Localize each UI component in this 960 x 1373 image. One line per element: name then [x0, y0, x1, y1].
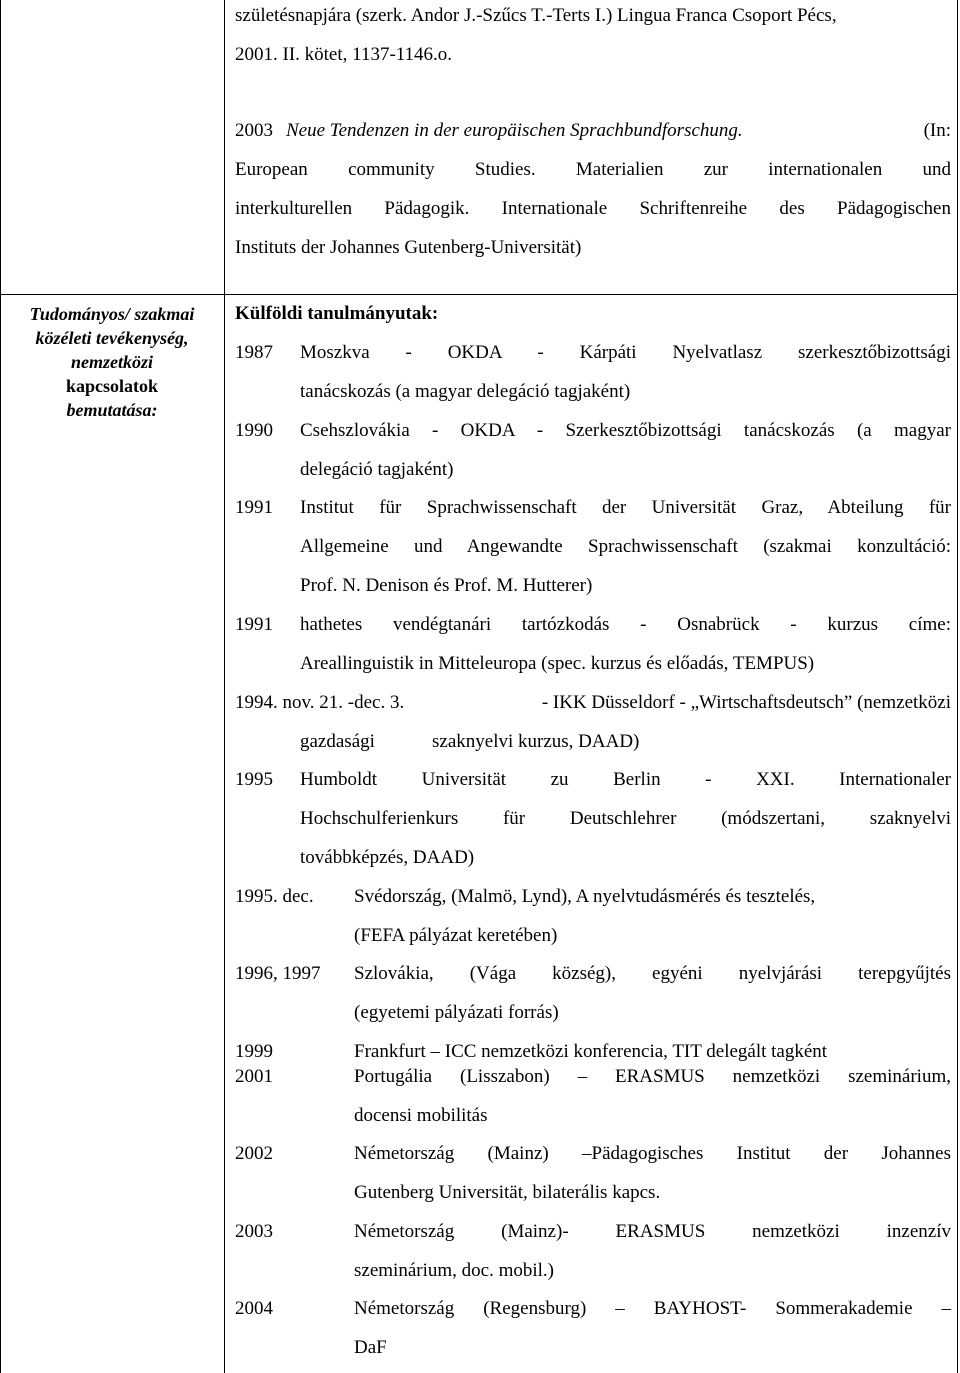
entry-line: docensi mobilitás	[354, 1105, 488, 1126]
entry-line: Németország (Mainz)- ERASMUS nemzetközi inzenzív	[354, 1221, 951, 1242]
entry-year: 1991	[235, 497, 273, 518]
column-divider	[224, 0, 225, 1373]
entry-year: 2002	[235, 1143, 273, 1164]
entry-line: hathetes vendégtanári tartózkodás - Osnabrück - kurzus címe:	[300, 614, 951, 635]
top-entry-year: 2003	[235, 120, 273, 141]
entry-line: Gutenberg Universität, bilaterális kapcs.	[354, 1182, 661, 1203]
top-entry-title: Neue Tendenzen in der europäischen Sprachbundforschung.	[286, 120, 743, 141]
entry-line: Institut für Sprachwissenschaft der Universität Graz, Abteilung für	[300, 497, 951, 518]
entry-line: szaknyelvi kurzus, DAAD)	[432, 731, 640, 752]
entry-line: szeminárium, doc. mobil.)	[354, 1260, 554, 1281]
entry-line: Németország (Mainz) –Pädagogisches Institut der Johannes	[354, 1143, 951, 1164]
entry-line: Moszkva - OKDA - Kárpáti Nyelvatlasz szerkesztőbizottsági	[300, 342, 951, 363]
top-line-1	[235, 5, 951, 27]
section-label-line-1: Tudományos/ szakmai	[29, 304, 195, 324]
top-entry-2003	[235, 120, 951, 142]
studies-heading: Külföldi tanulmányutak:	[235, 303, 439, 324]
top-line-4: European community Studies. Materialien zur internationalen und	[235, 159, 951, 180]
entry-line: delegáció tagjaként)	[300, 459, 454, 480]
entry-line: gazdasági	[300, 731, 375, 752]
entry-year: 1991	[235, 614, 273, 635]
entry-line: Portugália (Lisszabon) – ERASMUS nemzetközi szeminárium,	[354, 1066, 951, 1087]
entry-line: Szlovákia, (Vága község), egyéni nyelvjárási terepgyűjtés	[354, 963, 951, 984]
entry-year: 1996, 1997	[235, 963, 321, 984]
section-label-line-5: bemutatása:	[66, 400, 158, 420]
entry-line: Prof. N. Denison és Prof. M. Hutterer)	[300, 575, 593, 596]
entry-year: 1987	[235, 342, 273, 363]
top-line-6: Instituts der Johannes Gutenberg-Universität)	[235, 237, 582, 258]
section-label-line-2: közéleti tevékenység,	[35, 328, 189, 348]
top-entry-title-rest: (In:	[923, 120, 951, 141]
entry-line: - IKK Düsseldorf - „Wirtschaftsdeutsch” (nemzetközi	[541, 692, 951, 713]
entry-line: (FEFA pályázat keretében)	[354, 925, 558, 946]
entry-line: (egyetemi pályázati forrás)	[354, 1002, 559, 1023]
entry-year: 2001	[235, 1066, 273, 1087]
entry-year: 1994. nov. 21. -dec. 3.	[235, 692, 405, 713]
section-label	[6, 302, 218, 422]
entry-line: Németország (Regensburg) – BAYHOST- Sommerakademie –	[354, 1298, 951, 1319]
entry-line: Areallinguistik in Mitteleuropa (spec. kurzus és előadás, TEMPUS)	[300, 653, 815, 674]
entry-line: Frankfurt – ICC nemzetközi konferencia, TIT delegált tagként	[354, 1041, 828, 1062]
entry-line: Csehszlovákia - OKDA - Szerkesztőbizottsági tanácskozás (a magyar	[300, 420, 951, 441]
entry-year: 2003	[235, 1221, 273, 1242]
row-divider	[0, 294, 958, 295]
entry-year: 1995. dec.	[235, 886, 314, 907]
entry-year: 1990	[235, 420, 273, 441]
entry-line: DaF	[354, 1337, 387, 1358]
top-line-5: interkulturellen Pädagogik. Internationale Schriftenreihe des Pädagogischen	[235, 198, 951, 219]
entry-line: tanácskozás (a magyar delegáció tagjaként)	[300, 381, 631, 402]
section-label-line-3: nemzetközi	[70, 352, 153, 372]
entry-1994	[235, 692, 951, 714]
entry-line: Hochschulferienkurs für Deutschlehrer (módszertani, szaknyelvi	[300, 808, 951, 829]
section-label-line-4: kapcsolatok	[65, 376, 159, 396]
top-line-2: 2001. II. kötet, 1137-1146.o.	[235, 44, 453, 65]
entry-line: Humboldt Universität zu Berlin - XXI. Internationaler	[300, 769, 951, 790]
entry-year: 1999	[235, 1041, 273, 1062]
entry-year: 2004	[235, 1298, 273, 1319]
top-line-1-text: születésnapjára (szerk. Andor J.-Szűcs T.-Terts I.) Lingua Franca Csoport Pécs,	[235, 5, 837, 26]
entry-year: 1995	[235, 769, 273, 790]
entry-line: továbbképzés, DAAD)	[300, 847, 475, 868]
entry-line: Allgemeine und Angewandte Sprachwissenschaft (szakmai konzultáció:	[300, 536, 951, 557]
entry-line: Svédország, (Malmö, Lynd), A nyelvtudásmérés és tesztelés,	[354, 886, 816, 907]
